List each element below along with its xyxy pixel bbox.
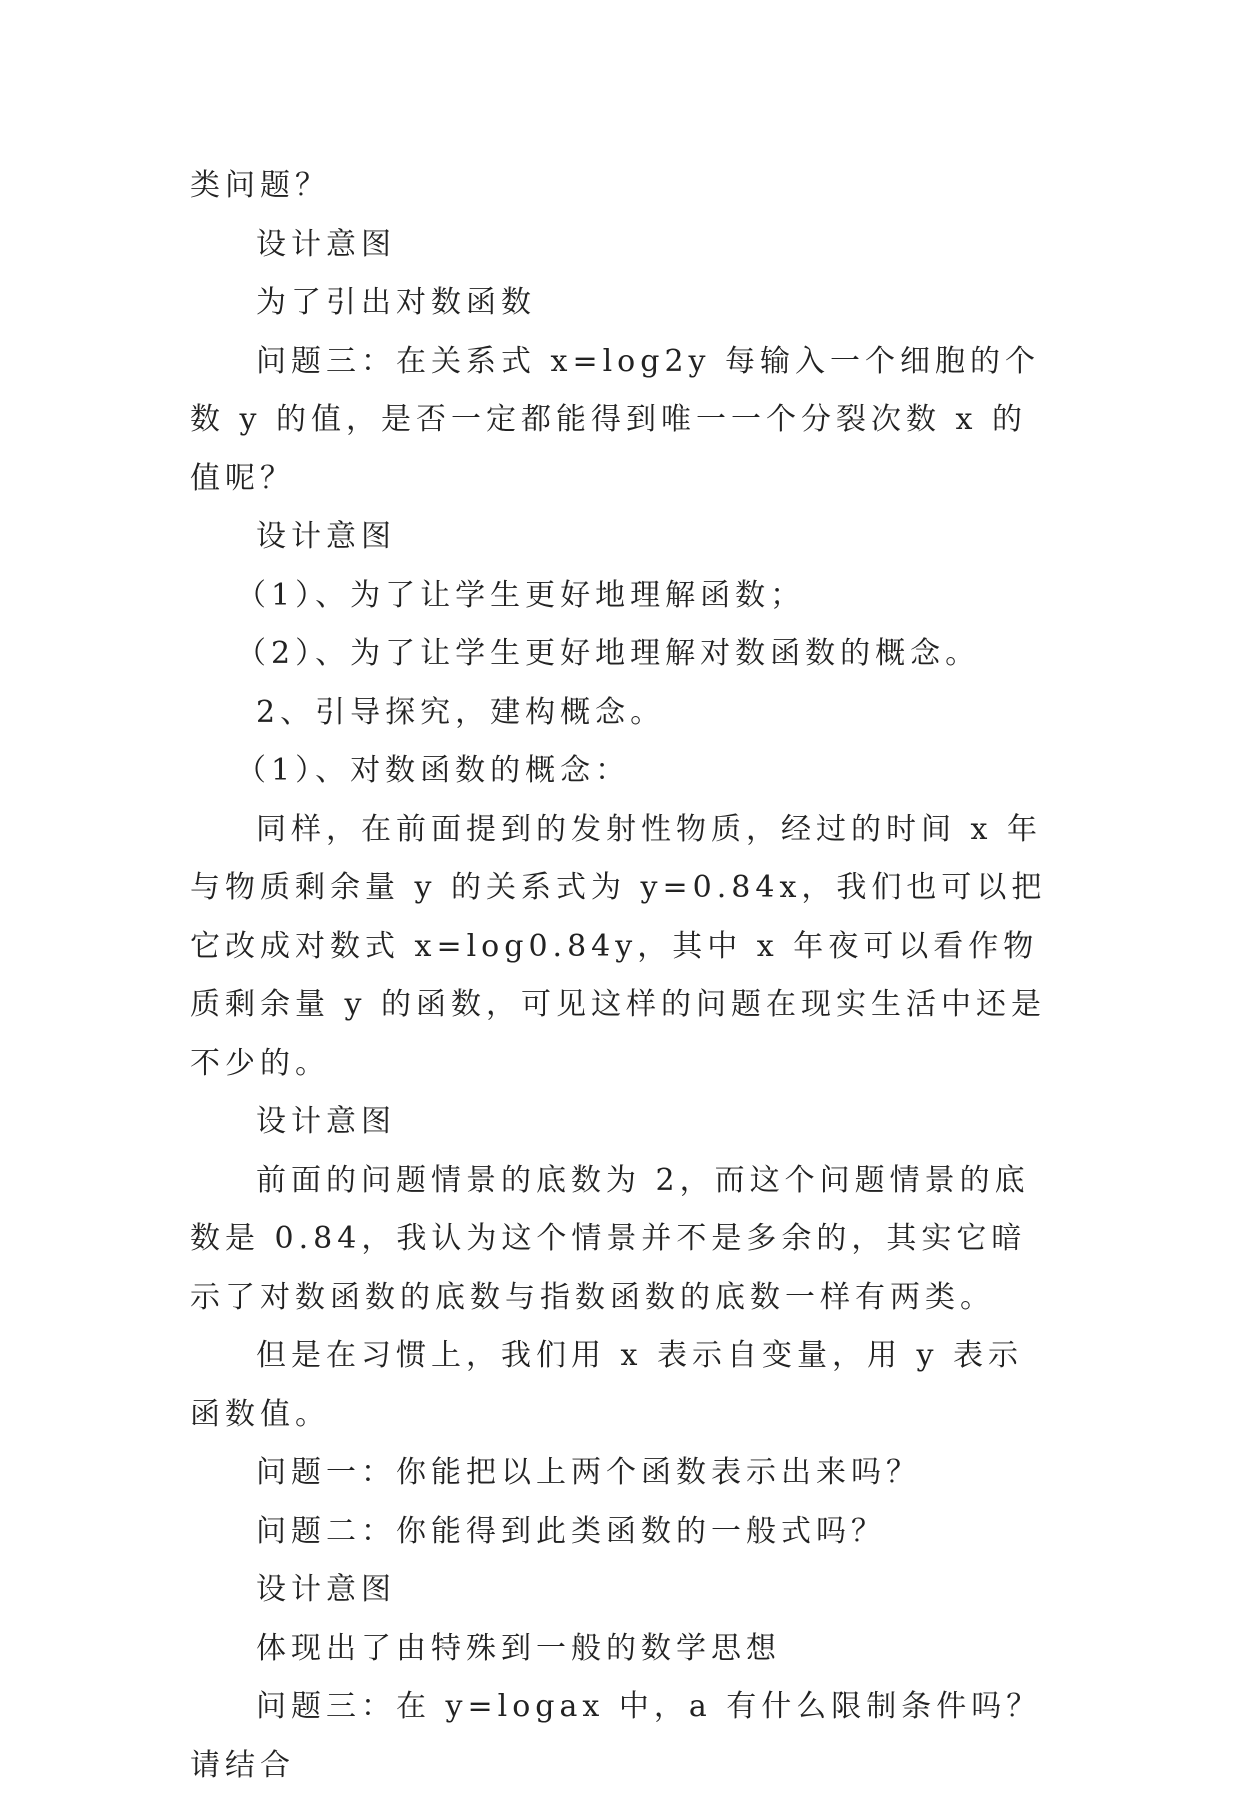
section-heading: 设计意图 bbox=[256, 1572, 396, 1607]
list-item: （1）、为了让学生更好地理解函数； bbox=[236, 577, 806, 613]
paragraph: 同样，在前面提到的发射性物质，经过的时间 x 年与物质剩余量 y 的关系式为 y=0.84x，我们也可以把它改成对数式 x=log0.84y，其中 x 年夜可以看作物质剩余量 y 的函数，可见这样的问题在现实生活中还是不少的。 bbox=[190, 811, 1047, 1081]
paragraph: 问题三：在关系式 x=log2y 每输入一个细胞的个数 y 的值，是否一定都能得到唯一一个分裂次数 x 的值呢？ bbox=[190, 343, 1041, 496]
paragraph: 前面的问题情景的底数为 2，而这个问题情景的底数是 0.84，我认为这个情景并不是多余的，其实它暗示了对数函数的底数与指数函数的底数一样有两类。 bbox=[190, 1162, 1030, 1315]
paragraph: 问题二：你能得到此类函数的一般式吗？ bbox=[256, 1513, 886, 1549]
section-heading: 设计意图 bbox=[256, 1104, 396, 1139]
section-heading: 设计意图 bbox=[256, 519, 396, 554]
paragraph: 问题三：在 y=logax 中，a 有什么限制条件吗？请结合 bbox=[190, 1689, 1042, 1783]
paragraph: 体现出了由特殊到一般的数学思想 bbox=[256, 1630, 781, 1666]
section-heading: 设计意图 bbox=[256, 226, 396, 262]
section-heading: 2、引导探究，建构概念。 bbox=[256, 694, 666, 730]
paragraph: 但是在习惯上，我们用 x 表示自变量，用 y 表示函数值。 bbox=[190, 1338, 1024, 1432]
paragraph: 问题一：你能把以上两个函数表示出来吗？ bbox=[256, 1455, 921, 1490]
paragraph: 为了引出对数函数 bbox=[256, 285, 536, 320]
document-body bbox=[190, 157, 1050, 1795]
list-item: （1）、对数函数的概念： bbox=[236, 753, 631, 788]
paragraph: 类问题？ bbox=[190, 168, 330, 203]
list-item: （2）、为了让学生更好地理解对数函数的概念。 bbox=[236, 636, 981, 671]
